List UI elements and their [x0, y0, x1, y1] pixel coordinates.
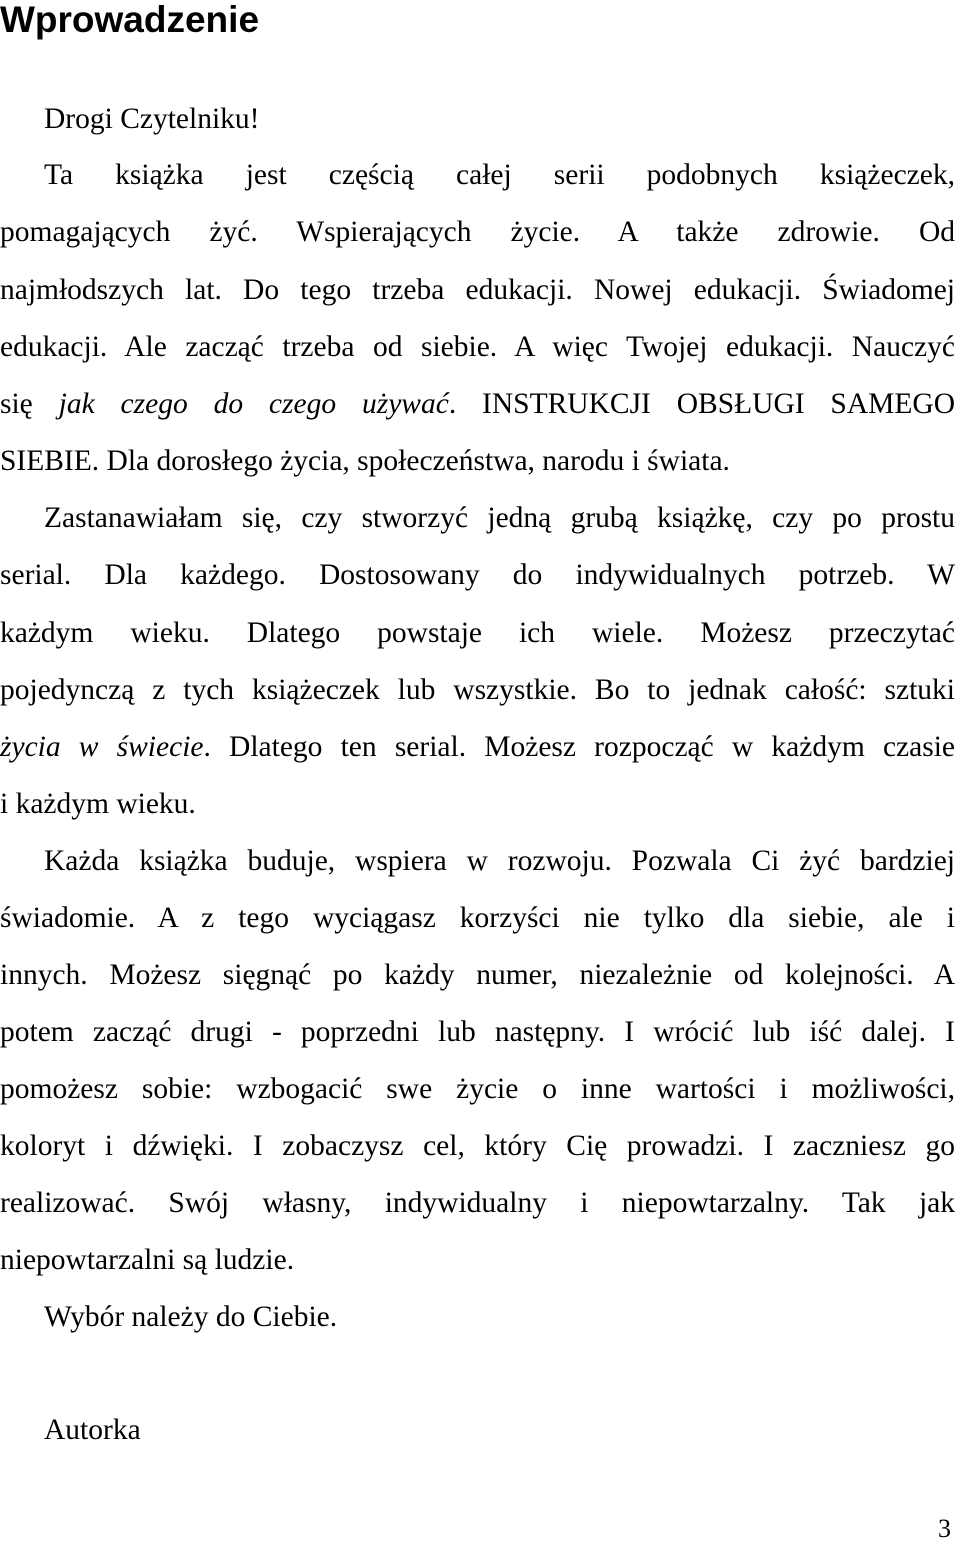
body-line-13: Każda książka buduje, wspiera w rozwoju. Pozwala Ci żyć bardziej — [44, 845, 955, 877]
body-line-4: edukacji. Ale zacząć trzeba od siebie. A więc Twojej edukacji. Nauczyć — [0, 331, 955, 363]
body-line-5-italic: jak czego do czego używać — [58, 388, 449, 420]
body-line-2: pomagających żyć. Wspierających życie. A także zdrowie. Od — [0, 216, 955, 248]
closing-line: Wybór należy do Ciebie. — [44, 1301, 338, 1333]
body-line-9: każdym wieku. Dlatego powstaje ich wiele. Możesz przeczytać — [0, 617, 955, 649]
body-line-19: realizować. Swój własny, indywidualny i niepowtarzalny. Tak jak — [0, 1187, 955, 1219]
body-line-8: serial. Dla każdego. Dostosowany do indywidualnych potrzeb. W — [0, 559, 955, 591]
body-line-5 — [0, 386, 955, 422]
body-line-16: potem zacząć drugi - poprzedni lub następny. I wrócić lub iść dalej. I — [0, 1016, 955, 1048]
body-line-11 — [0, 729, 955, 765]
body-line-10: pojedynczą z tych książeczek lub wszystkie. Bo to jednak całość: sztuki — [0, 674, 955, 706]
body-line-11-italic: życia w świecie — [0, 731, 204, 763]
body-line-3: najmłodszych lat. Do tego trzeba edukacji. Nowej edukacji. Świadomej — [0, 274, 955, 306]
body-line-12: i każdym wieku. — [0, 788, 196, 820]
greeting: Drogi Czytelniku! — [44, 103, 260, 135]
body-line-5-end: . INSTRUKCJI OBSŁUGI SAMEGO — [448, 388, 955, 420]
signature: Autorka — [44, 1414, 141, 1446]
body-line-18: koloryt i dźwięki. I zobaczysz cel, który Cię prowadzi. I zaczniesz go — [0, 1130, 955, 1162]
body-line-14: świadomie. A z tego wyciągasz korzyści nie tylko dla siebie, ale i — [0, 902, 955, 934]
page-title: Wprowadzenie — [0, 0, 260, 40]
body-line-6: SIEBIE. Dla dorosłego życia, społeczeństwa, narodu i świata. — [0, 445, 730, 477]
body-line-17: pomożesz sobie: wzbogacić swe życie o inne wartości i możliwości, — [0, 1073, 955, 1105]
body-line-11-end: . Dlatego ten serial. Możesz rozpocząć w każdym czasie — [203, 731, 955, 763]
page-number: 3 — [938, 1514, 951, 1543]
body-line-1: Ta książka jest częścią całej serii podobnych książeczek, — [44, 159, 955, 191]
body-line-5-start: się — [0, 388, 59, 420]
body-line-7: Zastanawiałam się, czy stworzyć jedną grubą książkę, czy po prostu — [44, 502, 955, 534]
body-line-15: innych. Możesz sięgnąć po każdy numer, niezależnie od kolejności. A — [0, 959, 955, 991]
body-line-20: niepowtarzalni są ludzie. — [0, 1244, 295, 1276]
